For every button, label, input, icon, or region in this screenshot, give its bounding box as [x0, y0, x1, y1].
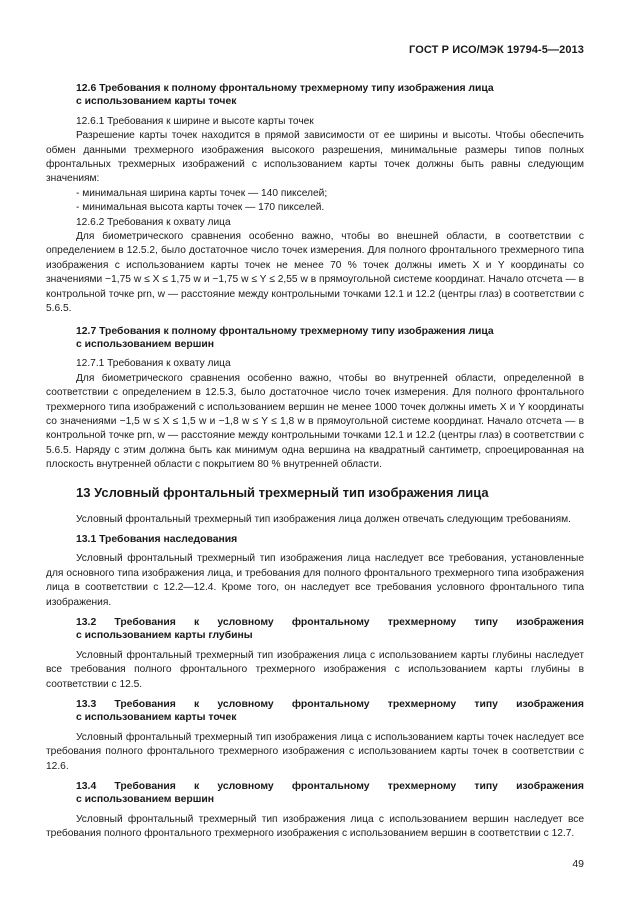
section-12-6-title: 12.6 Требования к полному фронтальному трехмерному типу изображения лица	[76, 83, 494, 94]
section-12-7-title: 12.7 Требования к полному фронтальному трехмерному типу изображения лица	[76, 325, 494, 337]
section-13-4-title: 13.4 Требования к условному фронтальному трехмерному типу изображения	[76, 781, 584, 793]
paragraph-13-4: Условный фронтальный трехмерный тип изображения лица с использованием вершин наследует все требования полного фронтального трехмерного изображения с использованием вершин в соответствии с 12.7.	[46, 813, 584, 840]
subsection-12-7-1: 12.7.1 Требования к охвату лица	[76, 358, 231, 370]
subsection-12-6-1: 12.6.1 Требования к ширине и высоте карты точек	[76, 115, 314, 127]
paragraph-13-3: Условный фронтальный трехмерный тип изображения лица с использованием карты точек наследует все требования полного фронтального трехмерного изображения с использованием карты точек в соответствии с 12.6.	[46, 731, 584, 772]
subsection-12-6-2: 12.6.2 Требования к охвату лица	[76, 216, 231, 228]
paragraph-13-1: Условный фронтальный трехмерный тип изображения лица наследует все требования, установленные для основного типа изображения лица, и требования для полного фронтального трехмерного типа изображения лица в соответствии с 12.2—12.4. Кроме того, он наследует все требования условного фронтального типа изображения.	[46, 553, 584, 608]
section-13-2-title: 13.2 Требования к условному фронтальному трехмерному типу изображения	[76, 617, 584, 628]
section-13-2-title-cont: с использованием карты глубины	[76, 630, 253, 642]
page-number: 49	[572, 858, 584, 870]
section-13-3-title-cont: с использованием карты точек	[76, 712, 237, 724]
section-12-7-title-cont: с использованием вершин	[76, 338, 215, 350]
section-13-3-title: 13.3 Требования к условному фронтальному трехмерному типу изображения	[76, 699, 584, 711]
section-13-4-title-cont: с использованием вершин	[76, 794, 215, 806]
list-item-min-width: - минимальная ширина карты точек — 140 пикселей;	[76, 187, 328, 199]
section-13-title: 13 Условный фронтальный трехмерный тип изображения лица	[76, 484, 489, 500]
page-body	[46, 82, 584, 842]
document-header: ГОСТ Р ИСО/МЭК 19794-5—2013	[409, 44, 584, 56]
section-13-intro: Условный фронтальный трехмерный тип изображения лица должен отвечать следующим требованиям.	[76, 513, 571, 525]
list-item-min-height: - минимальная высота карты точек — 170 пикселей.	[76, 202, 325, 214]
paragraph-12-6-1: Разрешение карты точек находится в прямой зависимости от ее ширины и высоты. Чтобы обеспечить обмен данными трехмерного изображения высокого разрешения, минимальные размеры типов полных фронтальных трехмерных изображений с использованием карты точек должны быть равны следующим значениям:	[46, 130, 584, 185]
section-12-6-title-cont: с использованием карты точек	[76, 96, 237, 108]
paragraph-13-2: Условный фронтальный трехмерный тип изображения лица с использованием карты глубины наследует все требования полного фронтального трехмерного изображения с использованием карты глубины в соответствии с 12.5.	[46, 649, 584, 690]
paragraph-12-7-1: Для биометрического сравнения особенно важно, чтобы во внутренней области, определенной в соответствии с определением в 12.5.3, было достаточное число точек измерения. Для полного фронтального трехмерного типа изображений с использованием вершин не менее 1000 точек должны иметь X и Y координаты со значениями −1,5 w ≤ X ≤ 1,5 w и −1,8 w ≤ Y ≤ 1,8 w в прямоугольной системе координат. Начало отсчета — в контрольной точке prn, w — расстояние между контрольными точками 12.1 и 12.2 (центры глаз) в соответствии с 5.6.5. Наряду с этим должна быть как минимум одна вершина на квадратный сантиметр, спроецированная на плоскость внутренней области с покрытием 80 % внутренней области.	[46, 372, 584, 471]
section-13-1-title: 13.1 Требования наследования	[76, 533, 238, 545]
paragraph-12-6-2: Для биометрического сравнения особенно важно, чтобы во внешней области, в соответствии с определением в 12.5.2, было достаточное число точек измерения. Для полного фронтального трехмерного типа изображения с использованием карты точек не менее 70 % точек должны иметь X и Y координаты со значениями −1,75 w ≤ X ≤ 1,75 w и −1,75 w ≤ Y ≤ 2,55 w в прямоугольной системе координат. Начало отсчета — в контрольной точке prn, w — расстояние между контрольными точками 12.1 и 12.2 (центры глаз) в соответствии с 5.6.5.	[46, 231, 584, 315]
